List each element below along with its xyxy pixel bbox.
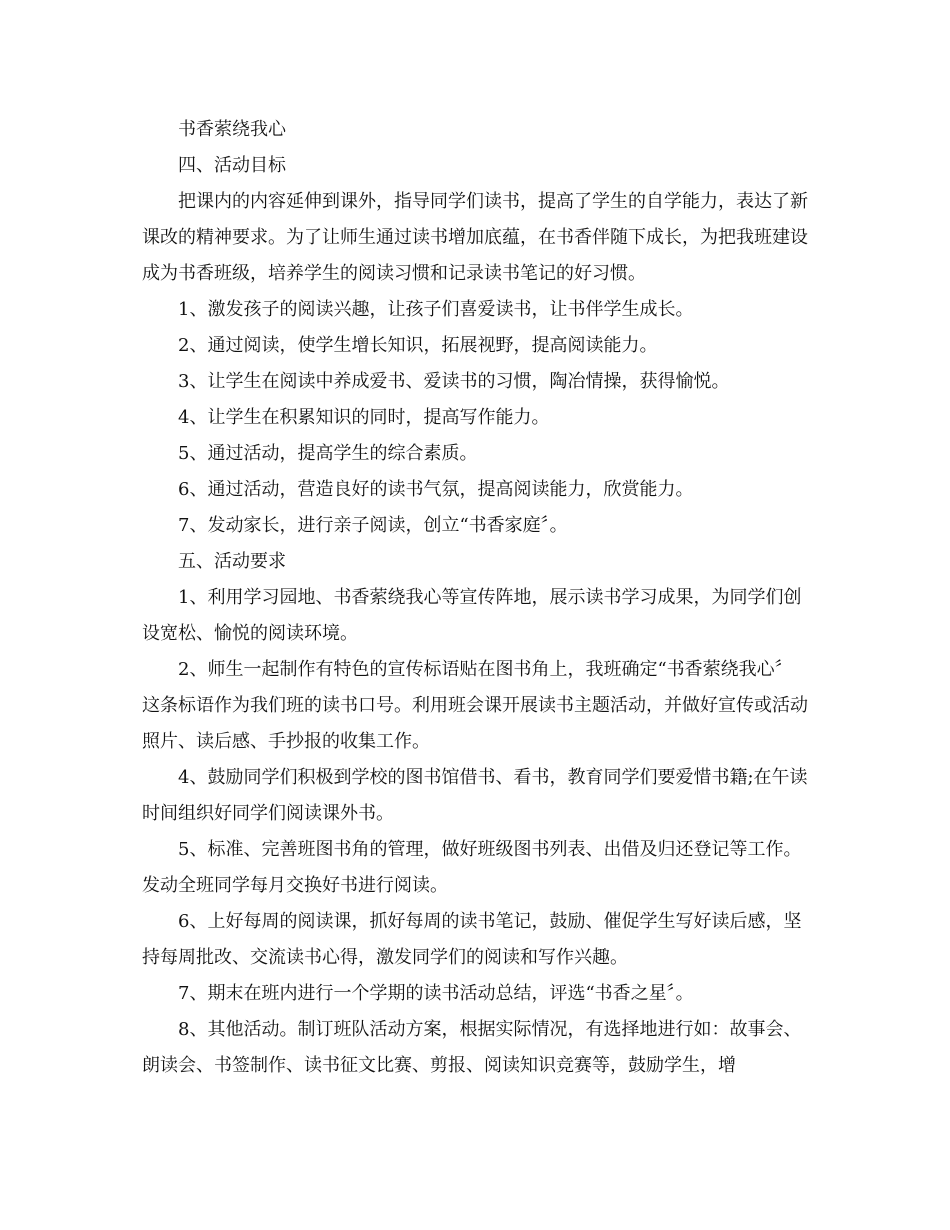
goal-item: 7、发动家长，进行亲子阅读，创立“书香家庭〞。 [178,515,568,536]
document-title: 书香萦绕我心 [178,119,286,140]
goal-item: 5、通过活动，提高学生的综合素质。 [178,443,478,464]
requirement-item: 8、其他活动。制订班队活动方案，根据实际情况，有选择地进行如：故事会、朗读会、书签制作、读书征文比赛、剪报、阅读知识竞赛等，鼓励学生，增 [142,1019,802,1076]
requirement-item: 4、鼓励同学们积极到学校的图书馆借书、看书，教育同学们要爱惜书籍;在午读时间组织好同学们阅读课外书。 [142,767,808,824]
document-body [142,112,810,1084]
goal-item: 6、通过活动，营造良好的读书气氛，提高阅读能力，欣赏能力。 [178,479,694,500]
requirement-item: 2、师生一起制作有特色的宣传标语贴在图书角上，我班确定“书香萦绕我心〞这条标语作为我们班的读书口号。利用班会课开展读书主题活动，并做好宣传或活动照片、读后感、手抄报的收集工作。 [142,659,808,752]
section-5-heading: 五、活动要求 [178,551,286,572]
goal-item: 1、激发孩子的阅读兴趣，让孩子们喜爱读书，让书伴学生成长。 [178,299,694,320]
goal-item: 2、通过阅读，使学生增长知识，拓展视野，提高阅读能力。 [178,335,658,356]
requirement-item: 6、上好每周的阅读课，抓好每周的读书笔记，鼓励、催促学生写好读后感，坚持每周批改、交流读书心得，激发同学们的阅读和写作兴趣。 [142,911,802,968]
requirement-item: 5、标准、完善班图书角的管理，做好班级图书列表、出借及归还登记等工作。发动全班同学每月交换好书进行阅读。 [142,839,802,896]
section-4-heading: 四、活动目标 [178,155,286,176]
requirement-item: 1、利用学习园地、书香萦绕我心等宣传阵地，展示读书学习成果，为同学们创设宽松、愉悦的阅读环境。 [142,587,802,644]
section-4-intro: 把课内的内容延伸到课外，指导同学们读书，提高了学生的自学能力，表达了新课改的精神要求。为了让师生通过读书增加底蕴，在书香伴随下成长，为把我班建设成为书香班级，培养学生的阅读习惯和记录读书笔记的好习惯。 [142,191,808,284]
requirement-item: 7、期末在班内进行一个学期的读书活动总结，评选“书香之星〞。 [178,983,694,1004]
goal-item: 4、让学生在积累知识的同时，提高写作能力。 [178,407,550,428]
goal-item: 3、让学生在阅读中养成爱书、爱读书的习惯，陶冶情操，获得愉悦。 [178,371,730,392]
